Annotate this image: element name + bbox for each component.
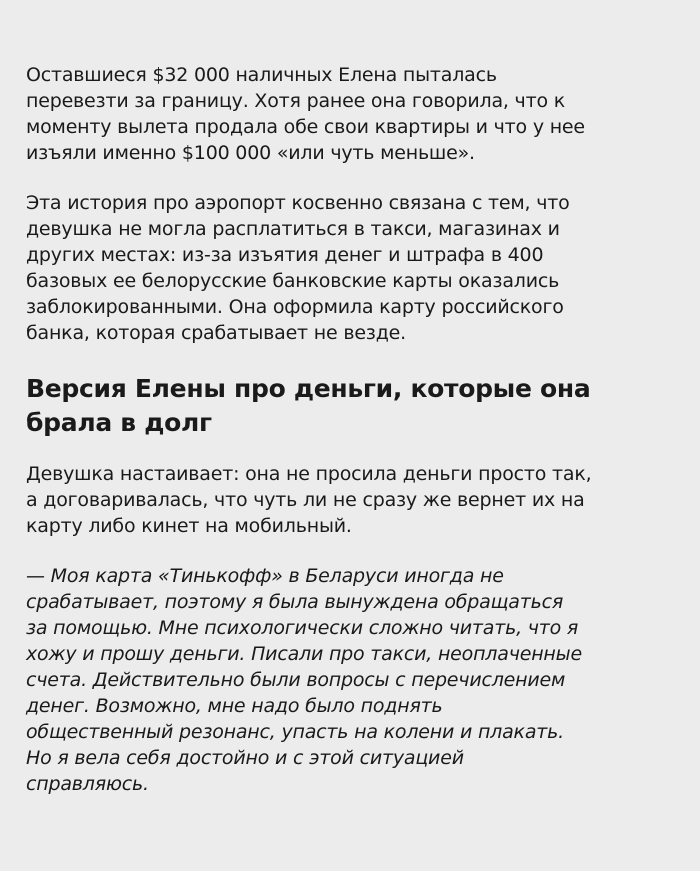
article-body [26, 62, 676, 797]
paragraph-airport-story: Эта история про аэропорт косвенно связана с тем, что девушка не могла расплатиться в такси, магазинах и других местах: из-за изъятия денег и штрафа в 400 базовых ее белорусские банковские карты оказались заблокированными. Она оформила карту российского банка, которая срабатывает не везде. [26, 192, 570, 344]
paragraph-borrowed-money: Девушка настаивает: она не просила деньги просто так, а договаривалась, что чуть ли не сразу же вернет их на карту либо кинет на мобильный. [26, 463, 592, 537]
section-heading: Версия Елены про деньги, которые она брала в долг [26, 374, 591, 437]
paragraph-cash-abroad: Оставшиеся $32 000 наличных Елена пыталась перевезти за границу. Хотя ранее она говорила, что к моменту вылета продала обе свои квартиры и что у нее изъяли именно $100 000 «или чуть меньше». [26, 64, 585, 164]
quote-elena: — Моя карта «Тинькофф» в Беларуси иногда не срабатывает, поэтому я была вынуждена обращаться за помощью. Мне психологически сложно читать, что я хожу и прошу деньги. Писали про такси, неоплаченные счета. Действительно были вопросы с перечислением денег. Возможно, мне надо было поднять общественный резонанс, упасть на колени и плакать. Но я вела себя достойно и с этой ситуацией справляюсь. [26, 565, 582, 795]
